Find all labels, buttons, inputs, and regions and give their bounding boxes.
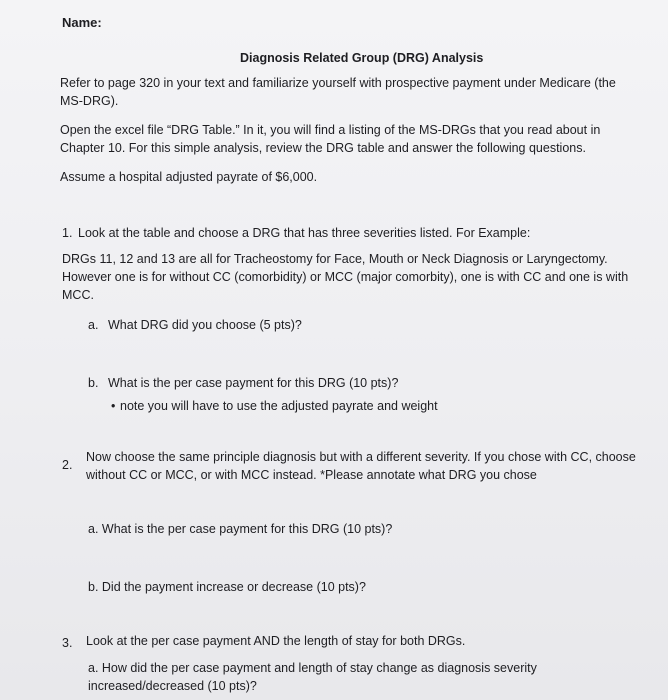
q1-example-line-2: However one is for without CC (comorbidity) or MCC (major comorbity), one is with CC and one is with: [62, 270, 629, 284]
q2-line-2: without CC or MCC, or with MCC instead. *Please annotate what DRG you chose: [86, 468, 537, 482]
q2a-text: a. What is the per case payment for this DRG (10 pts)?: [88, 522, 393, 536]
q1-example-line-1: DRGs 11, 12 and 13 are all for Tracheostomy for Face, Mouth or Neck Diagnosis or Laryngectomy.: [62, 252, 608, 266]
q3a-line-2: increased/decreased (10 pts)?: [88, 679, 257, 693]
q1b-text: What is the per case payment for this DRG (10 pts)?: [108, 376, 399, 390]
q3-text: Look at the per case payment AND the length of stay for both DRGs.: [86, 634, 466, 648]
intro-paragraph-2-line-2: Chapter 10. For this simple analysis, review the DRG table and answer the following questions.: [60, 141, 586, 155]
q1a-text: What DRG did you choose (5 pts)?: [108, 318, 302, 332]
document-title: Diagnosis Related Group (DRG) Analysis: [240, 51, 484, 65]
intro-paragraph-1-line-2: MS-DRG).: [60, 94, 119, 108]
q2-number: 2.: [62, 458, 73, 472]
q3-number: 3.: [62, 636, 73, 650]
q1-example-line-3: MCC.: [62, 288, 94, 302]
q1-text: Look at the table and choose a DRG that has three severities listed. For Example:: [78, 226, 531, 240]
q2-line-1: Now choose the same principle diagnosis but with a different severity. If you chose with CC, choose: [86, 450, 636, 464]
name-label: Name:: [62, 15, 102, 30]
intro-paragraph-1-line-1: Refer to page 320 in your text and familiarize yourself with prospective payment under Medicare (the: [60, 76, 616, 90]
q1-number: 1.: [62, 226, 73, 240]
intro-paragraph-3: Assume a hospital adjusted payrate of $6,000.: [60, 170, 318, 184]
bullet-icon: •: [111, 399, 116, 413]
q2b-text: b. Did the payment increase or decrease (10 pts)?: [88, 580, 366, 594]
q1a-marker: a.: [88, 318, 99, 332]
q3a-line-1: a. How did the per case payment and length of stay change as diagnosis severity: [88, 661, 537, 675]
intro-paragraph-2-line-1: Open the excel file “DRG Table.” In it, you will find a listing of the MS-DRGs that you read about in: [60, 123, 601, 137]
q1b-marker: b.: [88, 376, 99, 390]
q1b-note: note you will have to use the adjusted payrate and weight: [120, 399, 438, 413]
